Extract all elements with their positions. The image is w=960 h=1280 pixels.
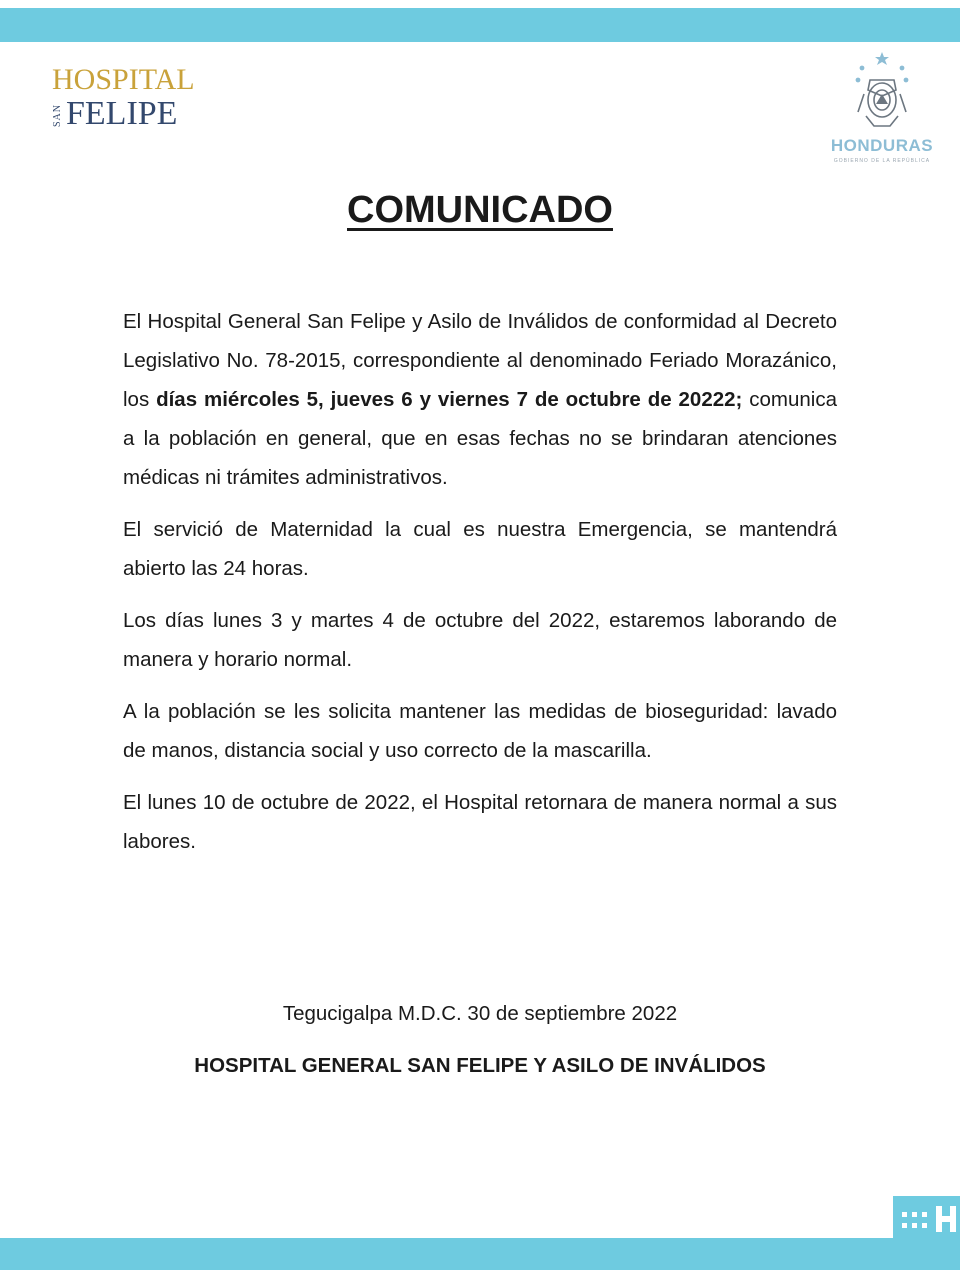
- title-text: COMUNICADO: [347, 189, 613, 231]
- top-accent-bar: [0, 8, 960, 42]
- document-title: [0, 188, 960, 232]
- paragraph-1-closing: comunica a la población en general, que en esas fechas no se brindaran atenciones médicas ni trámites administrativos.: [123, 388, 837, 489]
- logo-text-san: SAN: [52, 103, 63, 127]
- paragraph-1-dates: días miércoles 5, jueves 6 y viernes 7 de octubre de 20222;: [156, 388, 743, 411]
- signature-institution: HOSPITAL GENERAL SAN FELIPE Y ASILO DE INVÁLIDOS: [194, 1054, 766, 1077]
- paragraph-1-intro: El Hospital General San Felipe y Asilo de Inválidos de conformidad al Decreto Legislativo No. 78-2015, correspondiente al denominado Feriado Morazánico, los: [123, 310, 837, 411]
- communique-body: [123, 302, 837, 874]
- bottom-accent-bar: [0, 1238, 960, 1270]
- paragraph-return: El lunes 10 de octubre de 2022, el Hospital retornara de manera normal a sus labores.: [123, 791, 837, 853]
- honduras-tagline: GOBIERNO DE LA REPÚBLICA: [833, 158, 931, 164]
- paragraph-holiday-notice: [123, 302, 837, 497]
- coat-of-arms-icon: [846, 50, 918, 134]
- paragraph-biosafety: A la población se les solicita mantener las medidas de bioseguridad: lavado de manos, distancia social y uso correcto de la mascarilla.: [123, 700, 837, 762]
- paragraph-normal-days: Los días lunes 3 y martes 4 de octubre del 2022, estaremos laborando de manera y horario normal.: [123, 609, 837, 671]
- honduras-wordmark: HONDURAS: [830, 136, 934, 155]
- place-and-date: Tegucigalpa M.D.C. 30 de septiembre 2022: [282, 1002, 678, 1025]
- hospital-san-felipe-logo: [52, 63, 195, 136]
- honduras-government-logo: [820, 50, 944, 168]
- logo-text-felipe: FELIPE: [66, 95, 178, 132]
- h-dots-mark-icon: [900, 1204, 960, 1234]
- logo-text-hospital: HOSPITAL: [52, 63, 195, 96]
- paragraph-maternity: El servició de Maternidad la cual es nuestra Emergencia, se mantendrá abierto las 24 horas.: [123, 518, 837, 580]
